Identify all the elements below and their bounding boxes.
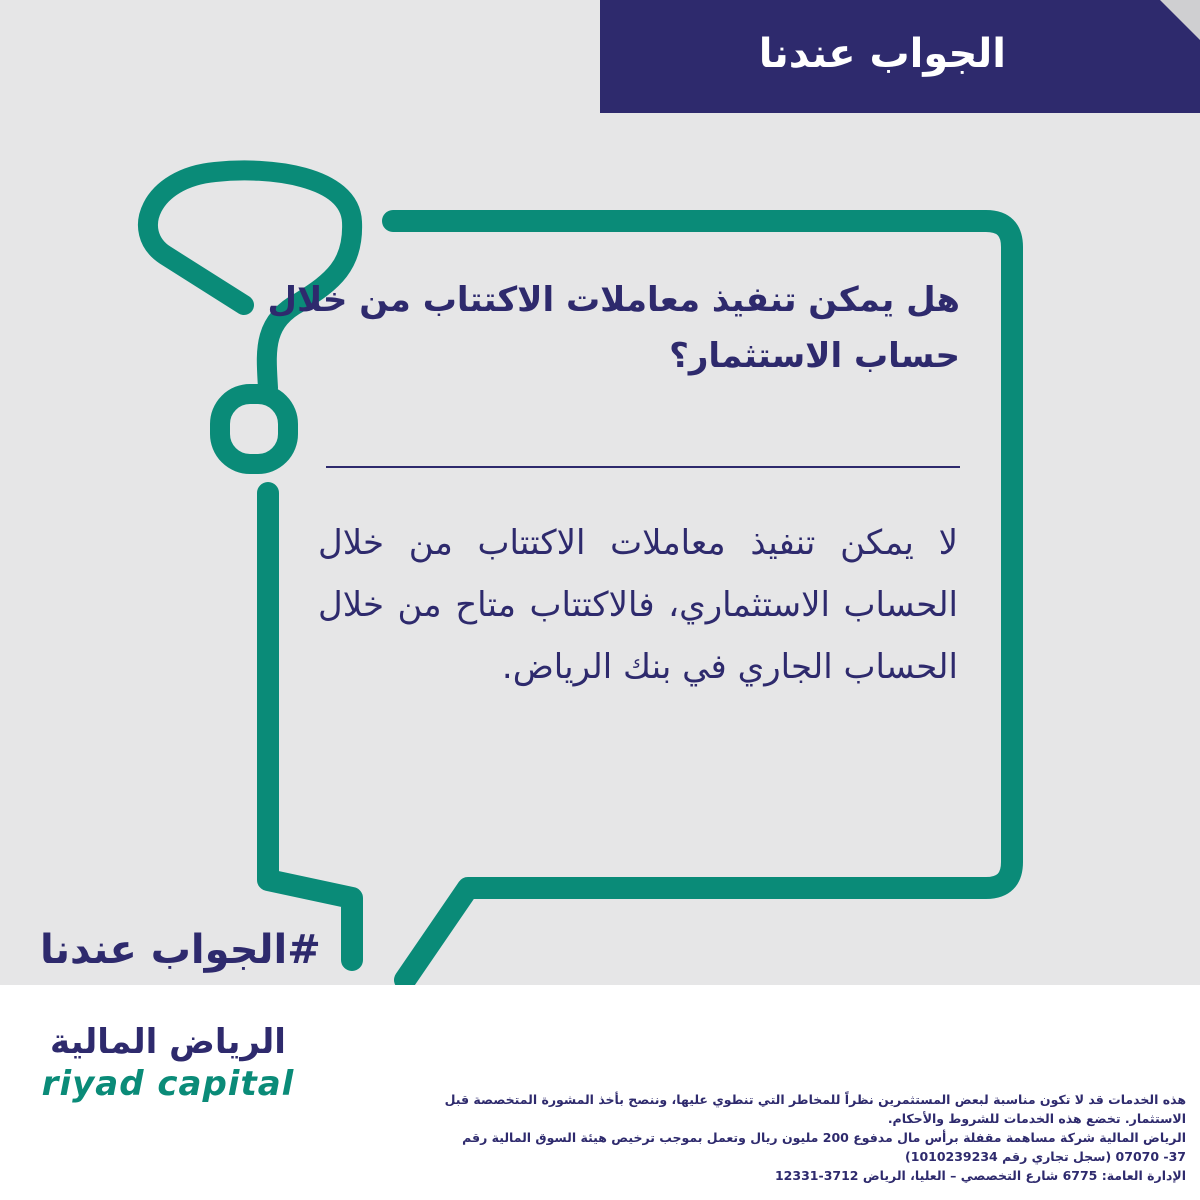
header-title: الجواب عندنا [758,31,1006,77]
question-mark-dot [220,394,288,464]
disclaimer-line: الاستثمار. تخضع هذه الخدمات للشروط والأحكام. [887,1111,1186,1126]
disclaimer [444,1090,1186,1185]
answer-text: لا يمكن تنفيذ معاملات الاكتتاب من خلال الحساب الاستثماري، فالاكتتاب متاح من خلال الحساب الجاري في بنك الرياض. [318,523,958,687]
hashtag-text: #الجواب عندنا [40,927,321,973]
question-text: هل يمكن تنفيذ معاملات الاكتتاب من خلال حساب الاستثمار؟ [267,280,960,376]
logo-arabic: الرياض المالية [50,1022,286,1062]
divider-line [326,466,960,468]
disclaimer-line: الإدارة العامة: 6775 شارع التخصصي – العليا، الرياض 3712-12331 [774,1168,1186,1183]
disclaimer-line: 37- 07070 (سجل تجاري رقم 1010239234) [905,1149,1186,1164]
disclaimer-line: هذه الخدمات قد لا تكون مناسبة لبعض المستثمرين نظراً للمخاطر التي تنطوي عليها، وننصح بأخذ المشورة المتخصصة قبل [444,1092,1186,1107]
disclaimer-line: الرياض المالية شركة مساهمة مقفلة برأس مال مدفوع 200 مليون ريال وتعمل بموجب ترخيص هيئة السوق المالية رقم [462,1130,1186,1145]
logo-english: riyad capital [41,1064,295,1104]
